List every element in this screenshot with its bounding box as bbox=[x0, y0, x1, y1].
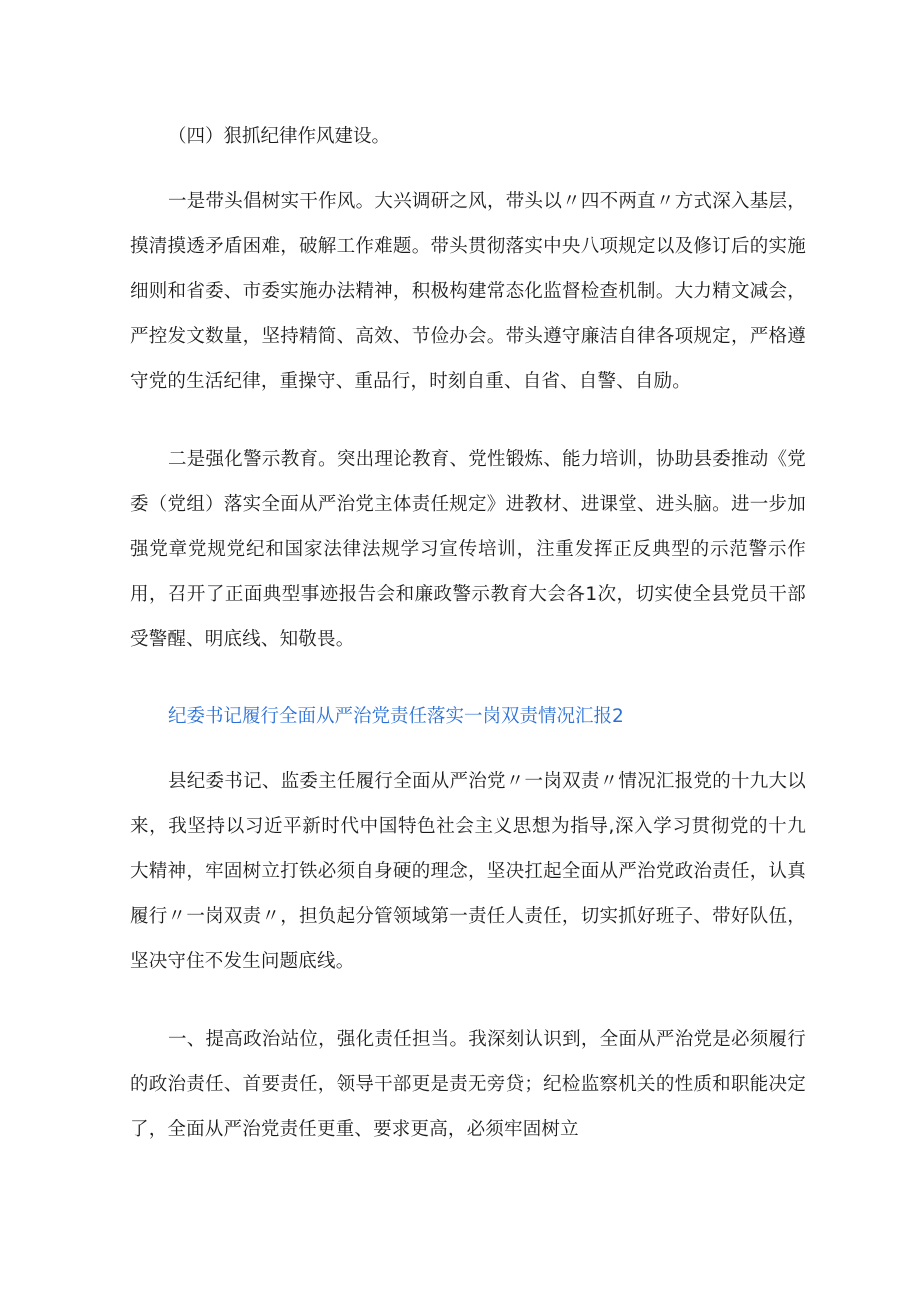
paragraph-warning-education: 二是强化警示教育。突出理论教育、党性锻炼、能力培训，协助县委推动《党委（党组）落实全面从严治党主体责任规定》进教材、进课堂、进头脑。进一步加强党章党规党纪和国家法律法规学习宣传培训，注重发挥正反典型的示范警示作用，召开了正面典型事迹报告会和廉政警示教育大会各1次，切实使全县党员干部受警醒、明底线、知敬畏。 bbox=[130, 449, 806, 650]
paragraph-work-style: 一是带头倡树实干作风。大兴调研之风，带头以〃四不两直〃方式深入基层，摸清摸透矛盾困难，破解工作难题。带头贯彻落实中央八项规定以及修订后的实施细则和省委、市委实施办法精神，积极构建常态化监督检查机制。大力精文减会，严控发文数量，坚持精简、高效、节俭办会。带头遵守廉洁自律各项规定，严格遵守党的生活纪律，重操守、重品行，时刻自重、自省、自警、自励。 bbox=[130, 191, 806, 392]
subheading-discipline: （四）狠抓纪律作风建设。 bbox=[168, 126, 391, 147]
section-title-report[interactable]: 纪委书记履行全面从严治党责任落实一岗双责情况汇报2 bbox=[168, 706, 624, 727]
paragraph-report-intro: 县纪委书记、监委主任履行全面从严治党〃一岗双责〃情况汇报党的十九大以来，我坚持以习近平新时代中国特色社会主义思想为指导,深入学习贯彻党的十九大精神，牢固树立打铁必须自身硬的理念，坚决扛起全面从严治党政治责任，认真履行〃一岗双责〃，担负起分管领域第一责任人责任，切实抓好班子、带好队伍，坚决守住不发生问题底线。 bbox=[130, 771, 806, 972]
paragraph-political-stance: 一、提高政治站位，强化责任担当。我深刻认识到，全面从严治党是必须履行的政治责任、首要责任，领导干部更是责无旁贷；纪检监察机关的性质和职能决定了，全面从严治党责任更重、要求更高，必须牢固树立 bbox=[130, 1029, 806, 1140]
